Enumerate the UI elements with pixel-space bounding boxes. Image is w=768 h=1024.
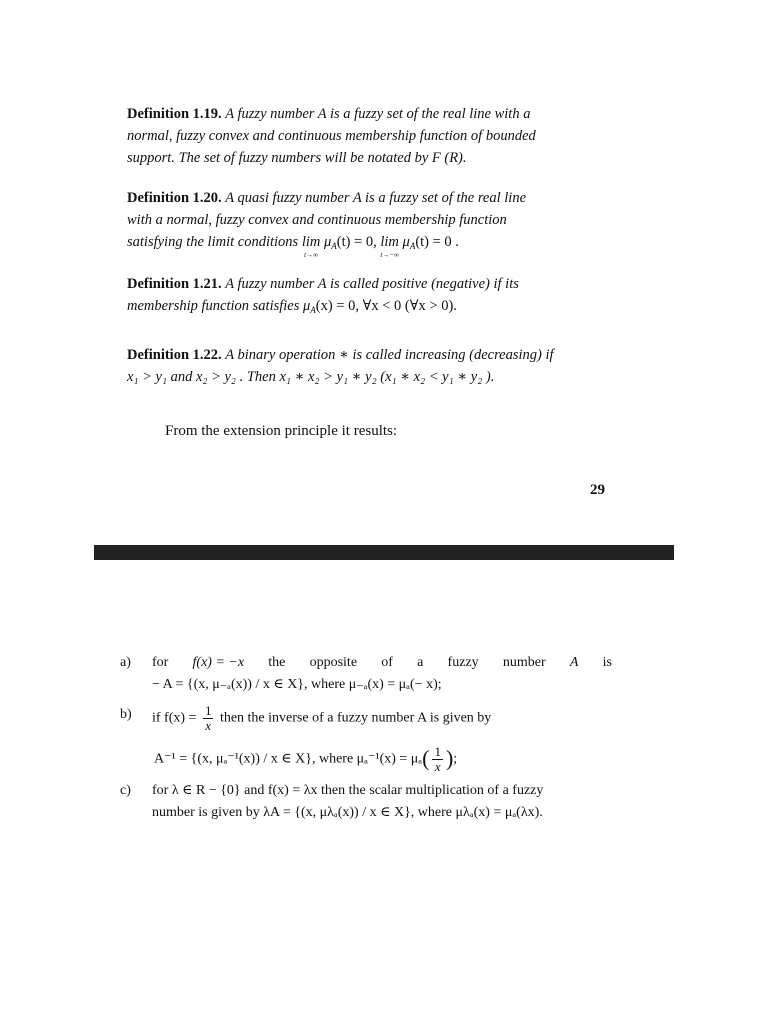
bottom-page: a) for f(x) = −x the opposite of a fuzzy number A is − A = {(x, μ₋ₐ(x)) / x ∈ X}, where μ₋ₐ(x) = μₐ(− x); b) if f(x) = $\frac{1}{x}$ then the inverse of a fuzzy number A is given by A⁻¹ = {(x, μₐ⁻¹(x)) / x ∈ X}, where μₐ⁻¹(x) = μₐ( $\frac{1}{x}$ ); c) for λ ∈ R − {0} and f(x) = λx then the scalar multiplication of a fuzzy number is given by λA = {(x, μλₐ(x)) / x ∈ X}, where μλₐ(x) = μₐ(λx).	[120, 655, 612, 820]
limit-expression: lim t→−∞	[380, 234, 400, 259]
limit-expression: lim t→∞	[301, 234, 321, 259]
definition-label: Definition 1.19.	[127, 106, 222, 122]
definition-label: Definition 1.21.	[127, 276, 222, 292]
definition-1-20: Definition 1.20. A quasi fuzzy number A is a fuzzy set of the real line with a normal, fuzzy convex and continuous membership function satisfying the limit conditions lim t→∞ $\mu_A(t) = 0$, lim t→−∞ $\mu_A(t) = 0$ .	[127, 190, 527, 259]
definition-1-21: Definition 1.21. A fuzzy number A is called positive (negative) if its membership function satisfies $\mu_A(x) = 0$, ∀x < 0 (∀x > 0).	[127, 276, 519, 315]
definition-label: Definition 1.22.	[127, 347, 222, 363]
definition-1-19: Definition 1.19. A fuzzy number A is a fuzzy set of the real line with a normal, fuzzy convex and continuous membership function of bounded support. The set of fuzzy numbers will be notated by F (R).	[127, 106, 536, 166]
fraction: $\frac{1}{x}$	[434, 744, 441, 774]
definition-1-22: Definition 1.22. A binary operation ∗ is called increasing (decreasing) if x₁ > y₁ and x₂ > y₂ . Then x₁ ∗ x₂ > y₁ ∗ y₂ (x₁ ∗ x₂ < y₁ ∗ y₂ ).	[127, 347, 554, 385]
fraction: $\frac{1}{x}$	[204, 703, 212, 733]
page-number: 29	[590, 482, 605, 498]
page-divider	[94, 545, 674, 560]
definition-label: Definition 1.20.	[127, 190, 222, 206]
extension-principle-text: From the extension principle it results:	[165, 423, 398, 439]
